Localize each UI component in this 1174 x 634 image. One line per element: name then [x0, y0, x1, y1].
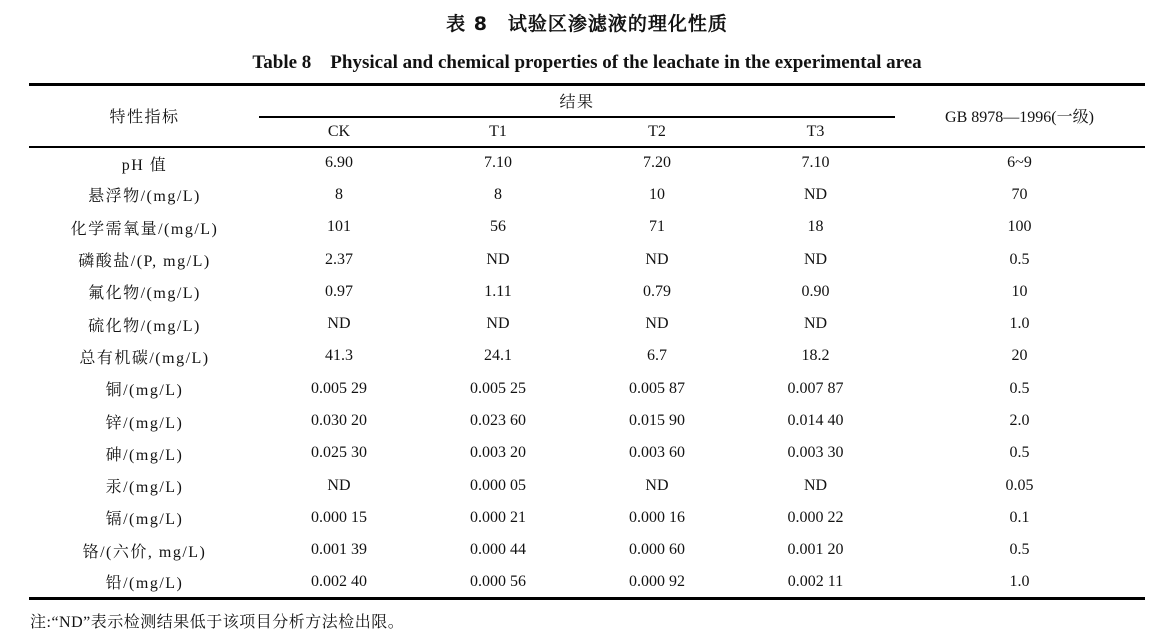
- row-value-cell-ck: 0.001 39: [310, 541, 367, 559]
- row-value-cell-t2: 0.003 60: [628, 444, 685, 462]
- table-row: [29, 502, 1144, 534]
- table-title-zh: 表 8 试验区渗滤液的理化性质: [446, 13, 728, 35]
- row-value-cell-ck: 0.030 20: [310, 412, 367, 430]
- table-header: [29, 85, 1144, 147]
- table-row: [29, 437, 1144, 469]
- table-row: [29, 340, 1144, 372]
- row-value-cell-t3: 0.007 87: [787, 379, 844, 397]
- table-row: [29, 534, 1144, 566]
- row-value-cell-gb: 0.05: [1005, 476, 1034, 494]
- row-indicator-cell: 铜/(mg/L): [105, 382, 184, 400]
- row-value-cell-t3: ND: [803, 476, 828, 494]
- row-value-cell-ck: 6.90: [324, 154, 353, 172]
- row-indicator-cell: 锌/(mg/L): [105, 414, 184, 432]
- table-title-en: Table 8 Physical and chemical properties of the leachate in the experimental area: [252, 52, 922, 73]
- row-value-cell-t2: 0.000 60: [628, 541, 685, 559]
- row-value-cell-gb: 2.0: [1009, 412, 1030, 430]
- row-value-cell-gb: 20: [1011, 347, 1028, 365]
- row-value-cell-gb: 6~9: [1007, 154, 1032, 172]
- row-value-cell-ck: 2.37: [324, 250, 353, 268]
- row-value-cell-t1: 8: [493, 185, 502, 203]
- row-indicator-cell: 氟化物/(mg/L): [88, 285, 201, 303]
- row-indicator-cell: 硫化物/(mg/L): [88, 317, 201, 335]
- row-value-cell-t2: 0.79: [642, 282, 671, 300]
- table-row: [29, 405, 1144, 437]
- row-value-cell-t3: ND: [803, 250, 828, 268]
- row-value-cell-t1: ND: [486, 250, 510, 268]
- row-value-cell-gb: 0.5: [1009, 250, 1030, 268]
- row-value-cell-t2: 0.000 16: [628, 508, 685, 526]
- row-value-cell-t1: 0.000 56: [469, 572, 526, 590]
- row-indicator-cell: 化学需氧量/(mg/L): [70, 220, 219, 238]
- row-value-cell-ck: 0.000 15: [310, 508, 367, 526]
- row-value-cell-ck: 0.002 40: [310, 572, 367, 590]
- row-value-cell-ck: 101: [326, 218, 351, 236]
- row-value-cell-gb: 10: [1011, 282, 1028, 300]
- row-indicator-cell: 砷/(mg/L): [105, 446, 184, 464]
- row-value-cell-t3: ND: [803, 185, 828, 203]
- table-row: [29, 276, 1144, 308]
- table-row: [29, 243, 1144, 275]
- row-value-cell-gb: 70: [1011, 185, 1028, 203]
- row-value-cell-gb: 100: [1007, 218, 1032, 236]
- row-indicator-cell: 汞/(mg/L): [105, 479, 184, 497]
- table-body: [29, 147, 1144, 599]
- row-value-cell-t1: 0.000 21: [469, 508, 526, 526]
- row-value-cell-t3: 0.001 20: [787, 541, 844, 559]
- row-value-cell-t3: ND: [803, 315, 828, 333]
- header-indicator: 特性指标: [109, 109, 180, 127]
- table-row: [29, 373, 1144, 405]
- table-row: [29, 147, 1144, 179]
- row-value-cell-t3: 0.003 30: [787, 444, 844, 462]
- table-row: [29, 469, 1144, 501]
- row-value-cell-t1: 7.10: [483, 154, 512, 172]
- table-row: [29, 308, 1144, 340]
- table-row: [29, 566, 1144, 598]
- row-value-cell-t2: 0.015 90: [628, 412, 685, 430]
- row-value-cell-t2: 7.20: [642, 154, 671, 172]
- row-value-cell-t1: 0.023 60: [469, 412, 526, 430]
- row-value-cell-gb: 0.5: [1009, 444, 1030, 462]
- table-row: [29, 179, 1144, 211]
- row-value-cell-t2: ND: [645, 250, 669, 268]
- header-col-t1: T1: [489, 122, 507, 140]
- row-value-cell-t2: ND: [645, 315, 669, 333]
- row-value-cell-gb: 0.5: [1009, 541, 1030, 559]
- row-value-cell-t3: 0.000 22: [787, 508, 844, 526]
- row-value-cell-t3: 0.90: [801, 282, 830, 300]
- row-value-cell-t2: 6.7: [646, 347, 667, 365]
- row-value-cell-t1: 56: [489, 218, 506, 236]
- row-value-cell-gb: 1.0: [1009, 572, 1030, 590]
- row-value-cell-t1: 0.003 20: [469, 444, 526, 462]
- row-indicator-cell: 磷酸盐/(P, mg/L): [78, 253, 211, 271]
- row-value-cell-t2: 10: [648, 185, 665, 203]
- row-value-cell-ck: 0.025 30: [310, 444, 367, 462]
- row-value-cell-gb: 0.5: [1009, 379, 1030, 397]
- row-value-cell-t1: 1.11: [484, 282, 512, 300]
- header-standard: GB 8978—1996(一级): [945, 109, 1094, 127]
- row-value-cell-t2: 71: [648, 218, 665, 236]
- row-value-cell-t3: 0.014 40: [787, 412, 844, 430]
- row-value-cell-t3: 18: [807, 218, 824, 236]
- row-indicator-cell: 铬/(六价, mg/L): [82, 543, 207, 561]
- row-value-cell-ck: 0.97: [324, 282, 353, 300]
- row-value-cell-ck: 0.005 29: [310, 379, 367, 397]
- header-col-ck: CK: [327, 122, 351, 140]
- row-value-cell-t1: 0.005 25: [469, 379, 526, 397]
- header-col-t2: T2: [648, 122, 666, 140]
- table-row: [29, 211, 1144, 243]
- row-indicator-cell: 镉/(mg/L): [105, 511, 184, 529]
- row-value-cell-ck: 41.3: [324, 347, 353, 365]
- header-col-t3: T3: [806, 122, 825, 140]
- row-value-cell-ck: 8: [334, 185, 343, 203]
- row-value-cell-gb: 1.0: [1009, 315, 1030, 333]
- row-value-cell-t3: 0.002 11: [787, 572, 844, 590]
- row-value-cell-t3: 18.2: [801, 347, 830, 365]
- row-indicator-cell: pH 值: [121, 156, 168, 174]
- row-value-cell-t2: 0.005 87: [628, 379, 685, 397]
- row-value-cell-ck: ND: [327, 315, 351, 333]
- leachate-properties-table: [29, 83, 1144, 600]
- row-value-cell-t3: 7.10: [801, 154, 830, 172]
- row-value-cell-t2: ND: [645, 476, 669, 494]
- row-value-cell-t1: 0.000 05: [469, 476, 526, 494]
- row-value-cell-gb: 0.1: [1009, 508, 1030, 526]
- row-value-cell-t1: 24.1: [483, 347, 512, 365]
- row-value-cell-ck: ND: [327, 476, 351, 494]
- row-indicator-cell: 铅/(mg/L): [105, 575, 184, 593]
- header-result-group: 结果: [259, 85, 894, 117]
- row-value-cell-t2: 0.000 92: [628, 572, 685, 590]
- row-indicator-cell: 总有机碳/(mg/L): [79, 349, 210, 367]
- row-value-cell-t1: 0.000 44: [469, 541, 526, 559]
- row-value-cell-t1: ND: [486, 315, 510, 333]
- table-footnote: 注:“ND”表示检测结果低于该项目分析方法检出限。: [30, 614, 405, 632]
- row-indicator-cell: 悬浮物/(mg/L): [88, 188, 201, 206]
